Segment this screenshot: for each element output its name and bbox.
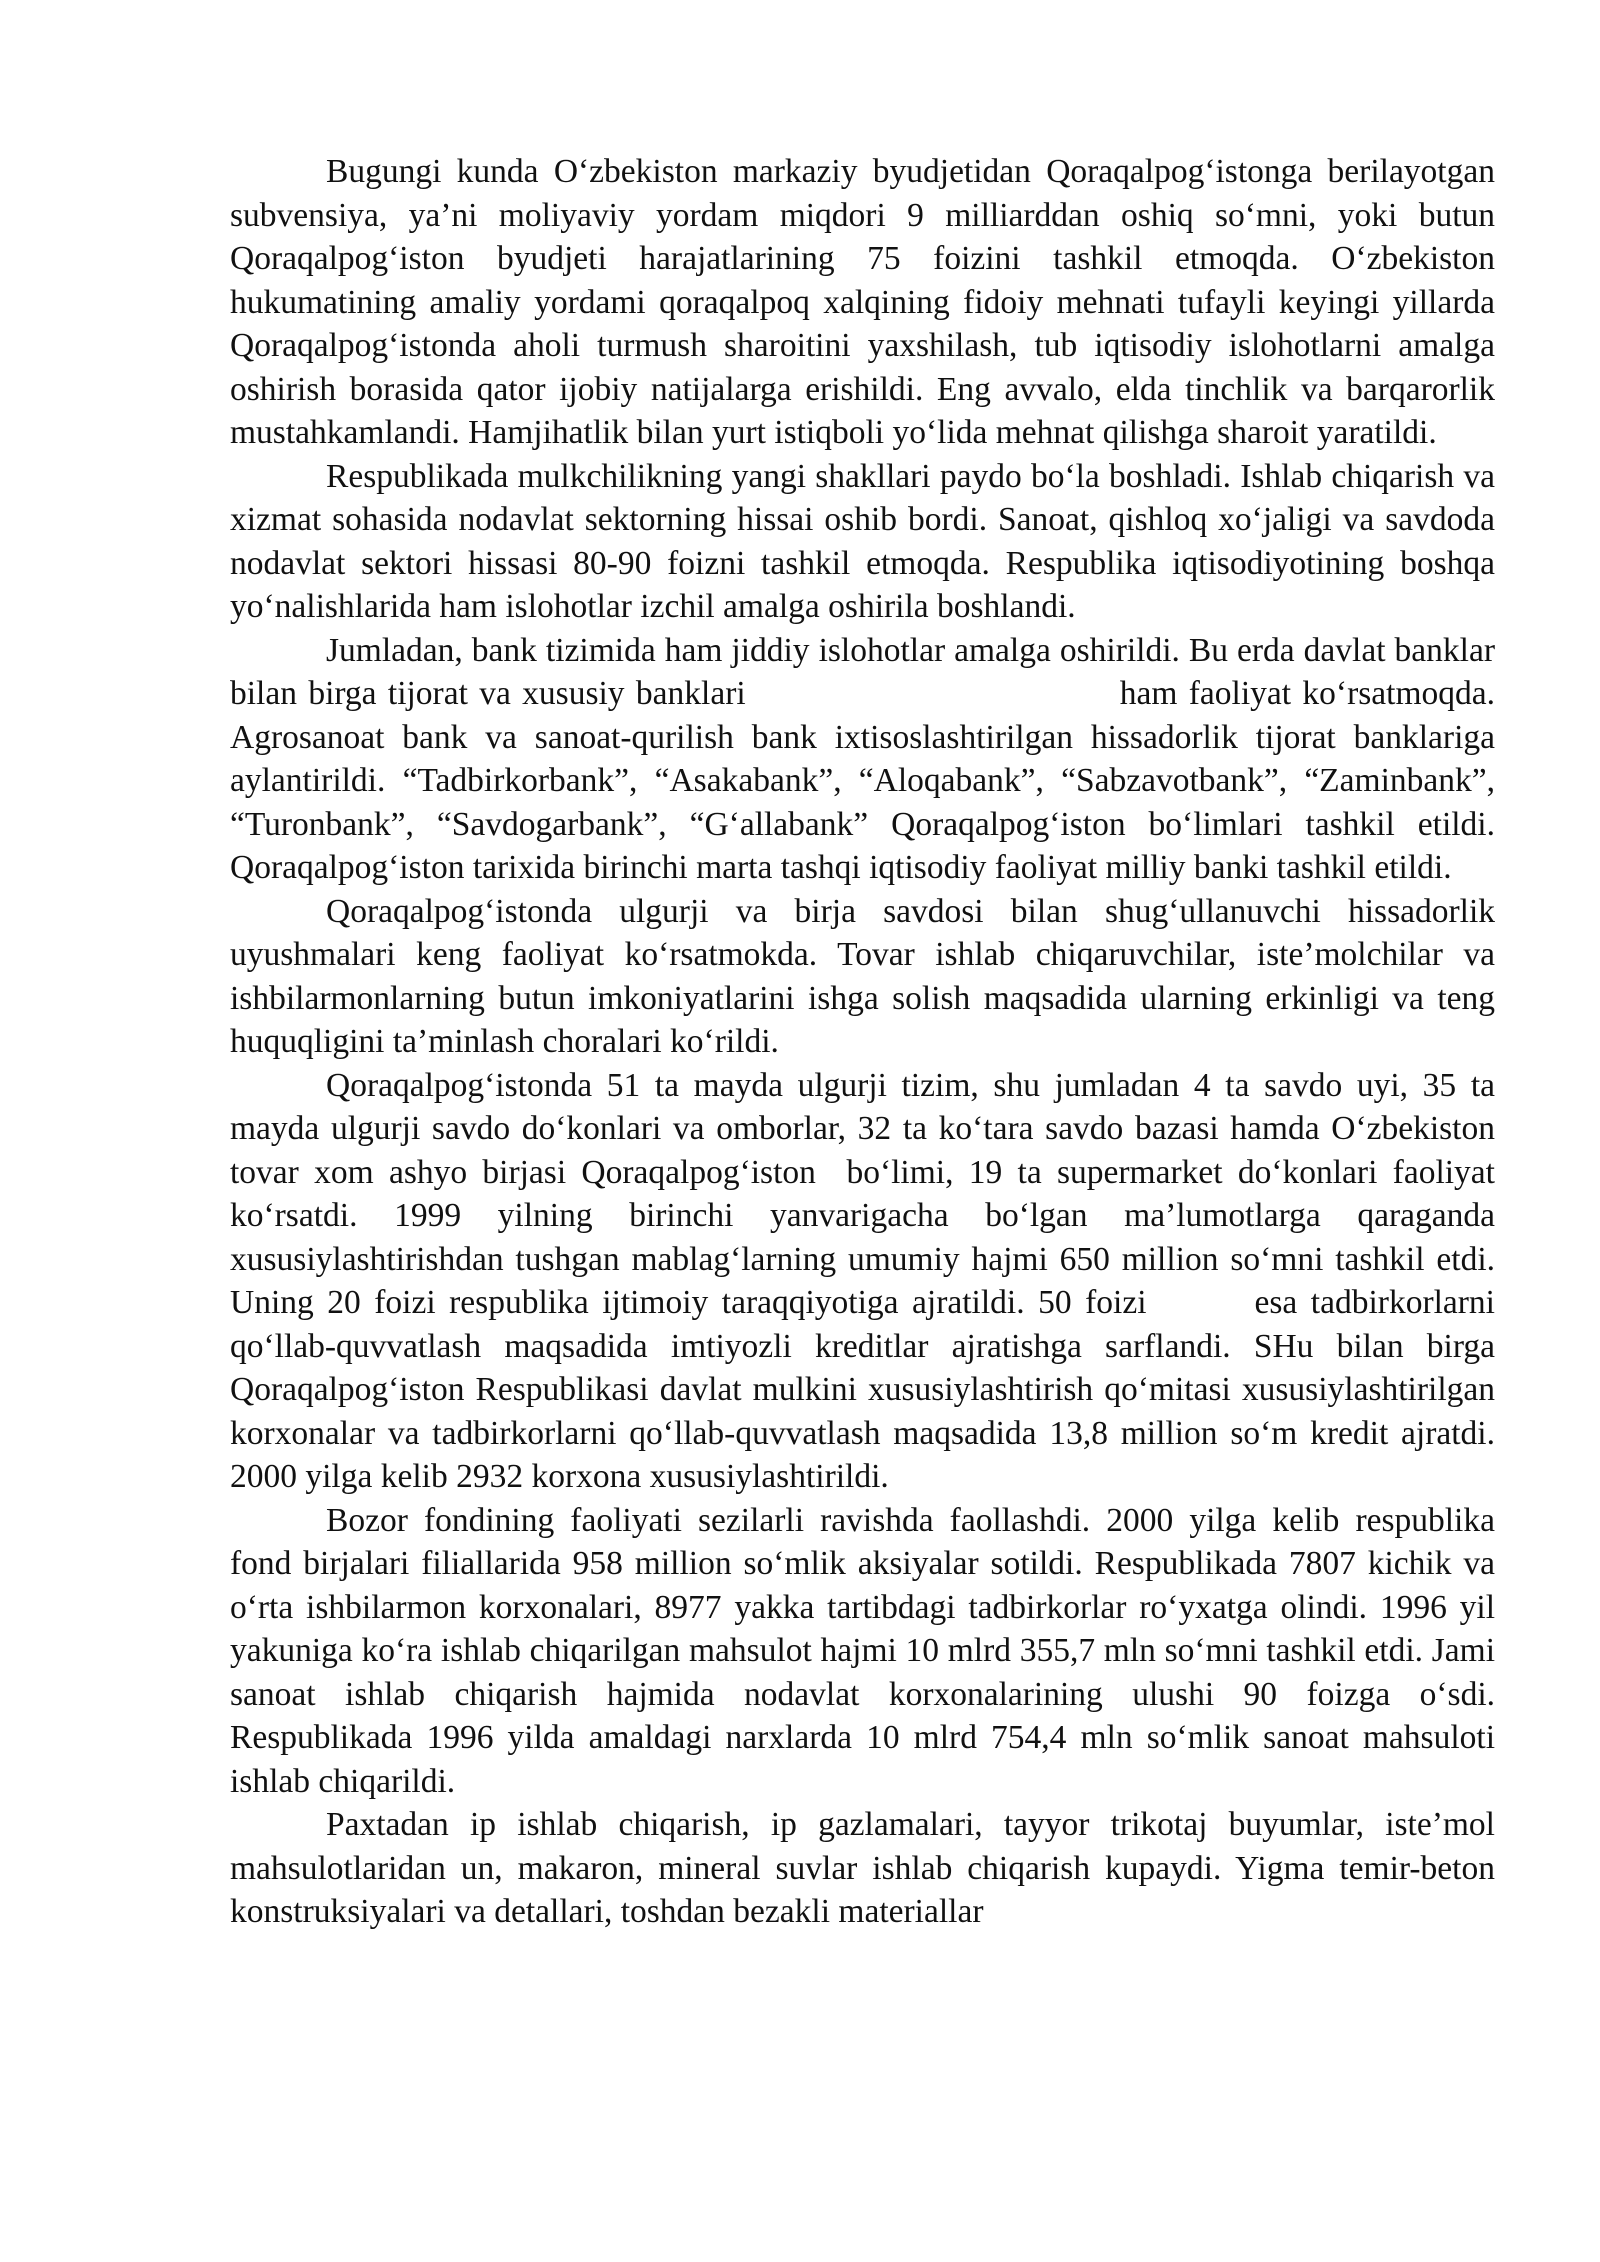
paragraph-subsidy: Bugungi kunda O‘zbekiston markaziy byudjetidan Qoraqalpog‘istonga berilayotgan subvensiya, ya’ni moliyaviy yordam miqdori 9 milliarddan oshiq so‘mni, yoki butun Qoraqalpog‘iston byudjeti harajatlarining 75 foizini tashkil etmoqda. O‘zbekiston hukumatining amaliy yordami qoraqalpoq xalqining fidoiy mehnati tufayli keyingi yillarda Qoraqalpog‘istonda aholi turmush sharoitini yaxshilash, tub iqtisodiy islohotlarni amalga oshirish borasida qator ijobiy natijalarga erishildi. Eng avvalo, elda tinchlik va barqarorlik mustahkamlandi. Hamjihatlik bilan yurt istiqboli yo‘lida mehnat qilishga sharoit yaratildi.: [230, 153, 1495, 451]
paragraph-wholesale-system: Qoraqalpog‘istonda 51 ta mayda ulgurji tizim, shu jumladan 4 ta savdo uyi, 35 ta mayda ulgurji savdo do‘konlari va omborlar, 32 ta ko‘tara savdo bazasi hamda O‘zbekiston tovar xom ashyo birjasi Qoraqalpog‘iston bo‘limi, 19 ta supermarket do‘konlari faoliyat ko‘rsatdi. 1999 yilning birinchi yanvarigacha bo‘lgan ma’lumotlarga qaraganda xususiylashtirishdan tushgan mablag‘larning umumiy hajmi 650 million so‘mni tashkil etdi. Uning 20 foizi respublika ijtimoiy taraqqiyotiga ajratildi. 50 foizi esa tadbirkorlarni qo‘llab-quvvatlash maqsadida imtiyozli kreditlar ajratishga sarflandi. SHu bilan birga Qoraqalpog‘iston Respublikasi davlat mulkini xususiylashtirish qo‘mitasi xususiylashtirilgan korxonalar va tadbirkorlarni qo‘llab-quvvatlash maqsadida 13,8 million so‘m kredit ajratdi. 2000 yilga kelib 2932 korxona xususiylashtirildi.: [230, 1066, 1504, 1495]
paragraph-stock-market: Bozor fondining faoliyati sezilarli ravishda faollashdi. 2000 yilga kelib respublika fond birjalari filiallarida 958 million so‘mlik aksiyalar sotildi. Respublikada 7807 kichik va o‘rta ishbilarmon korxonalari, 8977 yakka tartibdagi tadbirkorlar ro‘yxatga olindi. 1996 yil yakuniga ko‘ra ishlab chiqarilgan mahsulot hajmi 10 mlrd 355,7 mln so‘mni tashkil etdi. Jami sanoat ishlab chiqarish hajmida nodavlat korxonalarining ulushi 90 foizga o‘sdi. Respublikada 1996 yilda amaldagi narxlarda 10 mlrd 754,4 mln so‘mlik sanoat mahsuloti ishlab chiqarildi.: [230, 1501, 1495, 1800]
document-page: [230, 150, 1504, 1934]
paragraph-wholesale-associations: Qoraqalpog‘istonda ulgurji va birja savdosi bilan shug‘ullanuvchi hissadorlik uyushmalari keng faoliyat ko‘rsatmokda. Tovar ishlab chiqaruvchilar, iste’molchilar va ishbilarmonlarning butun imkoniyatlarini ishga solish maqsadida ularning erkinligi va teng huquqligini ta’minlash choralari ko‘rildi.: [230, 892, 1495, 1060]
paragraph-banking: Jumladan, bank tizimida ham jiddiy islohotlar amalga oshirildi. Bu erda davlat banklar bilan birga tijorat va xususiy banklari ham faoliyat ko‘rsatmoqda. Agrosanoat bank va sanoat-qurilish bank ixtisoslashtirilgan hissadorlik tijorat banklariga aylantirildi. “Tadbirkorbank”, “Asakabank”, “Aloqabank”, “Sabzavotbank”, “Zaminbank”, “Turonbank”, “Savdogarbank”, “G‘allabank” Qoraqalpog‘iston bo‘limlari tashkil etildi. Qoraqalpog‘iston tarixida birinchi marta tashqi iqtisodiy faoliyat milliy banki tashkil etildi.: [230, 631, 1504, 886]
paragraph-ownership: Respublikada mulkchilikning yangi shakllari paydo bo‘la boshladi. Ishlab chiqarish va xizmat sohasida nodavlat sektorning hissai oshib bordi. Sanoat, qishloq xo‘jaligi va savdoda nodavlat sektori hissasi 80-90 foizni tashkil etmoqda. Respublika iqtisodiyotining boshqa yo‘nalishlarida ham islohotlar izchil amalga oshirila boshlandi.: [230, 457, 1495, 625]
paragraph-production: Paxtadan ip ishlab chiqarish, ip gazlamalari, tayyor trikotaj buyumlar, iste’mol mahsulotlaridan un, makaron, mineral suvlar ishlab chiqarish kupaydi. Yigma temir-beton konstruksiyalari va detallari, toshdan bezakli materiallar: [230, 1806, 1495, 1930]
